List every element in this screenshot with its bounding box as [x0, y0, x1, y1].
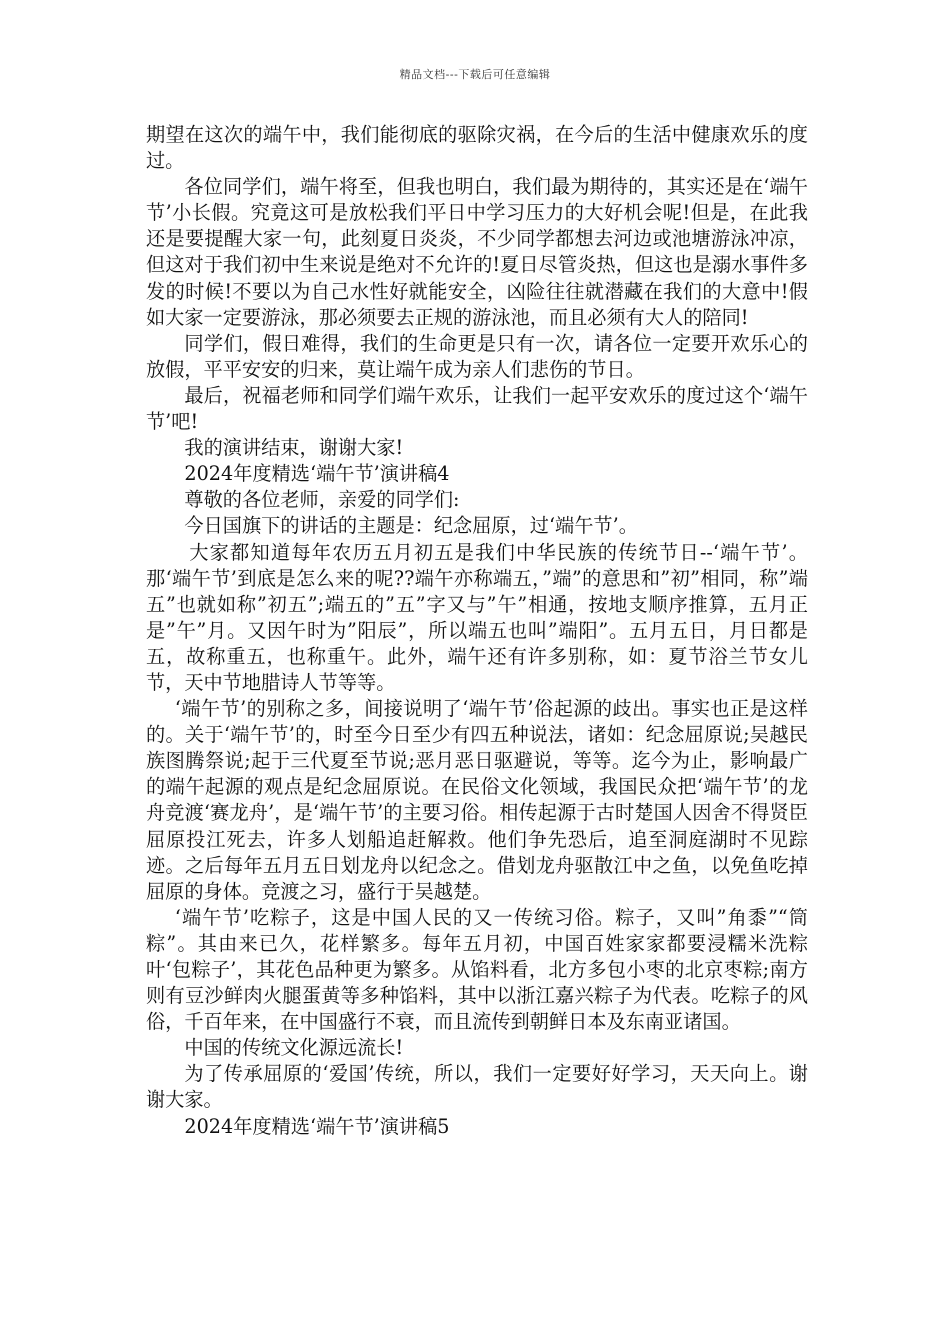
page-header: 精品文档---下载后可任意编辑: [399, 68, 551, 81]
paragraph: 同学们，假日难得，我们的生命更是只有一次，请各位一定要开欢乐心的放假，平平安安的归来，莫让端午成为亲人们悲伤的节日。: [146, 331, 808, 381]
salutation: 尊敬的各位老师，亲爱的同学们:: [184, 488, 460, 512]
paragraph: 期望在这次的端午中，我们能彻底的驱除灾祸，在今后的生活中健康欢乐的度过。: [146, 123, 808, 173]
paragraph: 我的演讲结束，谢谢大家!: [184, 436, 404, 460]
paragraph: 为了传承屈原的‘爱国’传统，所以，我们一定要好好学习，天天向上。谢谢大家。: [146, 1062, 808, 1112]
section-title: 2024年度精选‘端午节’演讲稿4: [184, 462, 450, 486]
section-title: 2024年度精选‘端午节’演讲稿5: [184, 1114, 450, 1138]
paragraph: 中国的传统文化源远流长!: [184, 1036, 404, 1060]
paragraph: ‘端午节’的别称之多，间接说明了‘端午节’俗起源的歧出。事实也正是这样的。关于‘端午节’的，时至今日至少有四五种说法，诸如：纪念屈原说;吴越民族图腾祭说;起于三代夏至节说;恶月恶日驱避说，等等。迄今为止，影响最广的端午起源的观点是纪念屈原说。在民俗文化领域，我国民众把‘端午节’的龙舟竞渡‘赛龙舟’，是‘端午节’的主要习俗。相传起源于古时楚国人因舍不得贤臣屈原投江死去，许多人划船追赶解救。他们争先恐后，追至洞庭湖时不见踪迹。之后每年五月五日划龙舟以纪念之。借划龙舟驱散江中之鱼，以免鱼吃掉屈原的身体。竞渡之习，盛行于吴越楚。: [146, 697, 808, 903]
paragraph: 各位同学们，端午将至，但我也明白，我们最为期待的，其实还是在‘端午节’小长假。究竟这可是放松我们平日中学习压力的大好机会呢!但是，在此我还是要提醒大家一句，此刻夏日炎炎，不少同学都想去河边或池塘游泳冲凉，但这对于我们初中生来说是绝对不允许的!夏日尽管炎热，但这也是溺水事件多发的时候!不要以为自己水性好就能安全，凶险往往就潜藏在我们的大意中!假如大家一定要游泳，那必须要去正规的游泳池，而且必须有大人的陪同!: [146, 175, 808, 329]
paragraph: 大家都知道每年农历五月初五是我们中华民族的传统节日--‘端午节’。那‘端午节’到底是怎么来的呢??端午亦称端五，”端”的意思和”初”相同，称”端五”也就如称”初五”;端五的”五”字又与”午”相通，按地支顺序推算，五月正是”午”月。又因午时为”阳辰”，所以端五也叫”端阳”。五月五日，月日都是五，故称重五，也称重午。此外，端午还有许多别称，如：夏节浴兰节女儿节，天中节地腊诗人节等等。: [146, 540, 808, 694]
paragraph: 最后，祝福老师和同学们端午欢乐，让我们一起平安欢乐的度过这个‘端午节’吧!: [146, 383, 808, 434]
paragraph: 今日国旗下的讲话的主题是：纪念屈原，过‘端午节’。: [184, 514, 638, 538]
paragraph: ‘端午节’吃粽子，这是中国人民的又一传统习俗。粽子，又叫”角黍”“筒粽”。其由来已久，花样繁多。每年五月初，中国百姓家家都要浸糯米洗粽叶‘包粽子’，其花色品种更为繁多。从馅料看，北方多包小枣的北京枣粽;南方则有豆沙鲜肉火腿蛋黄等多种馅料，其中以浙江嘉兴粽子为代表。吃粽子的风俗，千百年来，在中国盛行不衰，而且流传到朝鲜日本及东南亚诸国。: [146, 905, 808, 1034]
document-body: [146, 122, 808, 1140]
